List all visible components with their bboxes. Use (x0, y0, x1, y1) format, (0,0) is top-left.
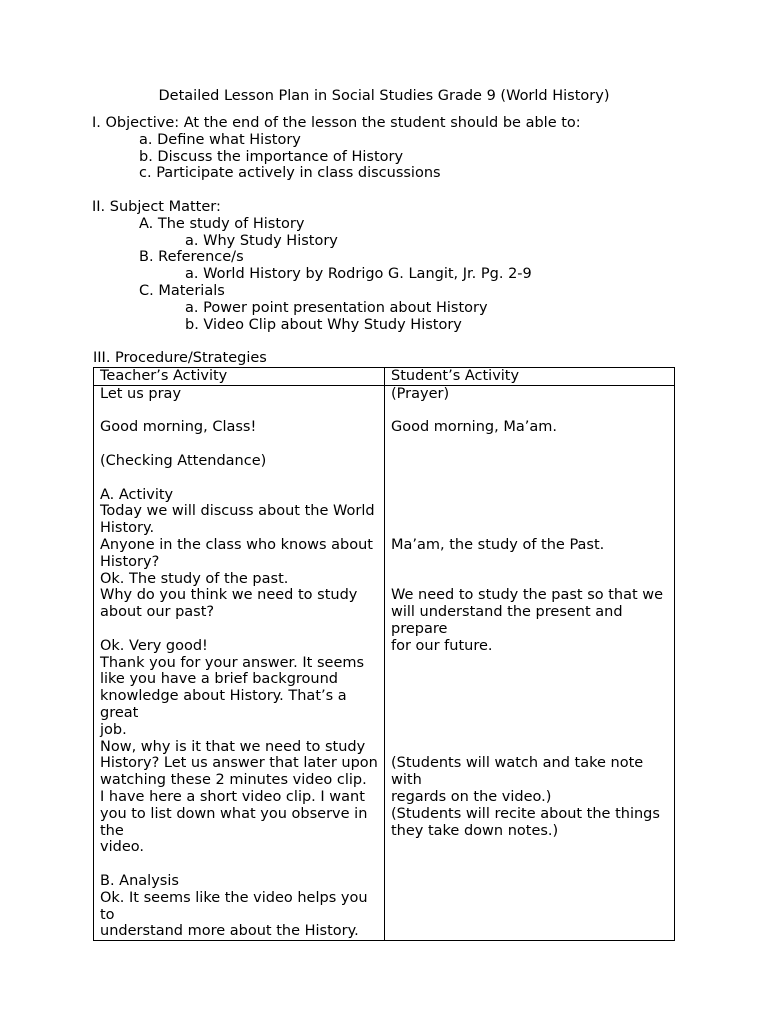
teacher-activity-line: History? (100, 553, 160, 570)
table-row (94, 385, 675, 940)
student-activity-line: (Prayer) (391, 385, 450, 402)
teacher-activity-line: Thank you for your answer. It seems (100, 654, 365, 671)
teacher-activity-line: Let us pray (100, 385, 182, 402)
teacher-activity-line: knowledge about History. That’s a great (100, 688, 347, 721)
teacher-activity-line: B. Analysis (100, 872, 179, 889)
teacher-activity-line: History. (100, 520, 155, 537)
objective-item: a. Define what History (139, 131, 301, 148)
student-activity-cell (385, 385, 675, 940)
teacher-activity-line: History? Let us answer that later upon (100, 755, 378, 772)
student-activity-line (391, 705, 668, 722)
table-header-row (94, 368, 675, 386)
teacher-activity-line: Ok. Very good! (100, 637, 208, 654)
subject-a-item: a. Why Study History (185, 232, 338, 249)
teacher-activity-line: Now, why is it that we need to study (100, 738, 366, 755)
student-activity-line (391, 688, 668, 705)
subject-c-item: b. Video Clip about Why Study History (185, 316, 462, 333)
student-activity-line: regards on the video.) (391, 788, 552, 805)
teacher-activity-line: like you have a brief background (100, 671, 338, 688)
student-activity-line: We need to study the past so that we (391, 587, 664, 604)
student-activity-line: (Students will watch and take note with (391, 755, 644, 789)
teacher-activity-cell (94, 385, 385, 940)
teacher-activity-line: Ok. It seems like the video helps you to (100, 889, 368, 923)
student-activity-line: (Students will recite about the things (391, 805, 660, 822)
objective-item: b. Discuss the importance of History (139, 148, 404, 165)
subject-c-label: C. Materials (139, 282, 225, 299)
teacher-activity-line (100, 436, 378, 453)
student-activity-line (391, 739, 668, 756)
subject-b-label: B. Reference/s (139, 249, 244, 266)
student-activity-line (391, 470, 668, 487)
teacher-column-header: Teacher’s Activity (94, 368, 385, 386)
student-activity-line (391, 655, 668, 672)
student-activity-line (391, 722, 668, 739)
student-activity-line (391, 403, 668, 420)
student-activity-line (391, 453, 668, 470)
student-activity-line (391, 503, 668, 520)
objective-item: c. Participate actively in class discussions (139, 165, 441, 182)
student-activity-line (391, 554, 668, 571)
teacher-activity-line (100, 403, 378, 420)
objective-section (92, 115, 581, 182)
subject-a-label: A. The study of History (139, 215, 305, 232)
teacher-activity-line: Why do you think we need to study (100, 587, 358, 604)
student-activity-line: they take down notes.) (391, 822, 559, 839)
subject-b-item: a. World History by Rodrigo G. Langit, Jr. Pg. 2-9 (185, 266, 532, 283)
student-column-header: Student’s Activity (385, 368, 675, 386)
teacher-activity-line: Anyone in the class who knows about (100, 536, 373, 553)
document-title: Detailed Lesson Plan in Social Studies Grade 9 (World History) (158, 88, 610, 104)
teacher-activity-line: Ok. The study of the past. (100, 570, 289, 587)
subject-matter-heading: II. Subject Matter: (92, 199, 221, 215)
teacher-activity-line: (Checking Attendance) (100, 452, 267, 469)
student-activity-line: will understand the present and prepare (391, 604, 623, 637)
teacher-activity-line: understand more about the History. (100, 923, 359, 940)
student-activity-line: for our future. (391, 637, 493, 654)
teacher-activity-line (100, 856, 378, 873)
student-activity-line (391, 436, 668, 453)
teacher-activity-line: you to list down what you observe in the (100, 805, 368, 839)
student-activity-line: Good morning, Ma’am. (391, 419, 557, 436)
student-activity-line: Ma’am, the study of the Past. (391, 536, 605, 553)
teacher-activity-line (100, 470, 378, 487)
teacher-activity-line: Good morning, Class! (100, 419, 257, 436)
objective-heading: I. Objective: At the end of the lesson the student should be able to: (92, 115, 581, 131)
teacher-activity-line: I have here a short video clip. I want (100, 788, 365, 805)
student-activity-line (391, 520, 668, 537)
teacher-activity-line (100, 621, 378, 638)
teacher-activity-line: video. (100, 839, 144, 856)
procedure-heading: III. Procedure/Strategies (93, 350, 267, 366)
subject-c-item: a. Power point presentation about History (185, 299, 488, 316)
student-activity-line (391, 487, 668, 504)
student-activity-line (391, 671, 668, 688)
subject-matter-section (92, 199, 532, 333)
teacher-activity-line: about our past? (100, 604, 215, 621)
procedure-table (93, 367, 675, 941)
teacher-activity-line: watching these 2 minutes video clip. (100, 772, 367, 789)
student-activity-line (391, 571, 668, 588)
teacher-activity-line: job. (100, 721, 127, 738)
teacher-activity-line: A. Activity (100, 486, 174, 503)
teacher-activity-line: Today we will discuss about the World (100, 503, 375, 520)
